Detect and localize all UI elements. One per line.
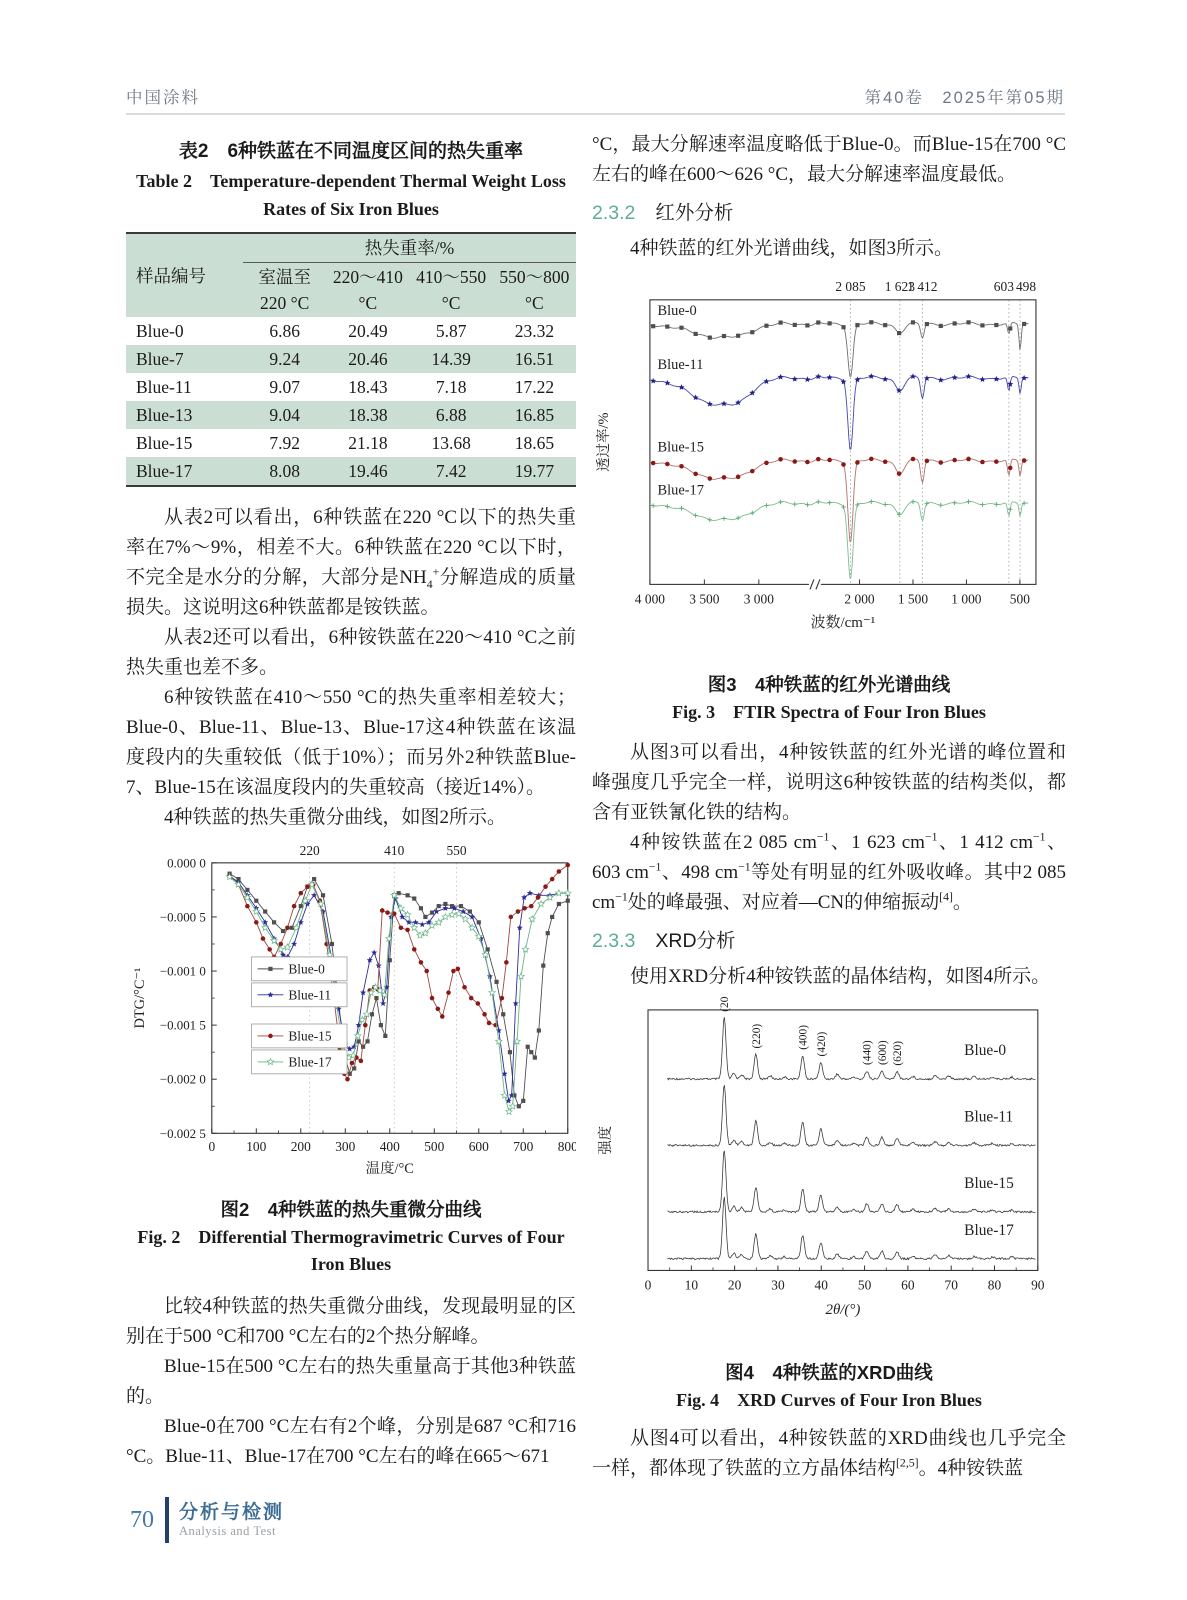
svg-text:500: 500 [424,1139,445,1155]
journal-name: 中国涂料 [126,89,200,107]
svg-text:Blue-0: Blue-0 [964,1042,1007,1060]
section-number: 2.3.2 [592,202,636,224]
paragraph: Blue-0在700 °C左右有2个峰，分别是687 °C和716 °C。Blue-11、Blue-17在700 °C左右的峰在665～671 [126,1416,576,1467]
table2-title-en: Table 2 Temperature-dependent Thermal Weight Loss Rates of Six Iron Blues [136,171,566,219]
section-title: 红外分析 [655,202,734,224]
svg-text:Blue-15: Blue-15 [288,1028,332,1044]
page-footer [130,1497,284,1543]
svg-text:10: 10 [684,1277,699,1293]
paragraph: 从表2可以看出，6种铁蓝在220 °C以下的热失重率在7%～9%，相差不大。6种铁蓝在220 °C以下时，不完全是水分的分解，大部分是$NH_4^+$分解造成的质量损失。这说明这6种铁蓝都是铵铁蓝。 [126,507,576,618]
svg-text:498: 498 [1015,278,1037,294]
table-cell: Blue-11 [136,377,192,397]
fig2-chart [126,837,576,1192]
paragraph: 使用XRD分析4种铵铁蓝的晶体结构，如图4所示。 [630,966,1051,987]
fig2-caption-zh: 图2 4种铁蓝的热失重微分曲线 [220,1199,482,1220]
svg-text:(620): (620) [892,1040,905,1066]
svg-text:(220): (220) [750,1023,763,1049]
svg-text:50: 50 [857,1277,872,1293]
svg-text:60: 60 [901,1277,915,1293]
header-rule [126,113,1065,115]
table2-subheader: 410～550 °C [416,267,487,313]
table2-title-zh: 表2 6种铁蓝在不同温度区间的热失重率 [178,141,524,162]
table2-body [126,317,576,486]
table-cell: Blue-0 [136,321,184,341]
svg-text:Blue-15: Blue-15 [657,439,704,456]
table-cell: 8.08 [269,461,300,481]
left-column [126,130,576,1472]
svg-text:温度/°C: 温度/°C [365,1161,414,1178]
svg-text:−0.001 0: −0.001 0 [159,963,206,979]
footer-section-en: Analysis and Test [179,1524,276,1539]
svg-text:40: 40 [814,1277,828,1293]
svg-text:70: 70 [944,1277,958,1293]
svg-text:0: 0 [644,1277,652,1293]
svg-text:0: 0 [208,1139,216,1155]
table-cell: 18.65 [514,433,555,453]
svg-text:Blue-17: Blue-17 [657,482,704,499]
svg-text:1 000: 1 000 [951,591,982,607]
svg-text:(420): (420) [815,1031,828,1057]
fig4-caption-zh: 图4 4种铁蓝的XRD曲线 [725,1362,933,1383]
svg-text:(440): (440) [861,1040,874,1066]
paragraph: 6种铵铁蓝在410～550 °C的热失重率相差较大；Blue-0、Blue-11、Blue-13、Blue-17这4种铁蓝在该温度段内的失重较低（低于10%）；而另外2种铁蓝Blue-7、Blue-15在该温度段内的失重较高（接近14%）。 [126,687,576,798]
table-cell: 19.46 [348,461,388,481]
fig4-chart [592,996,1066,1355]
table-cell: Blue-15 [136,433,193,453]
fig4-caption-en: Fig. 4 XRD Curves of Four Iron Blues [676,1390,982,1410]
fig2-caption-en: Fig. 2 Differential Thermogravimetric Curves of Four Iron Blues [137,1227,565,1274]
svg-text:550: 550 [446,842,467,858]
svg-text:0.000 0: 0.000 0 [167,855,206,871]
svg-text:300: 300 [335,1139,356,1155]
table-cell: 9.07 [269,377,300,397]
svg-text:强度: 强度 [598,1125,615,1155]
svg-text:500: 500 [1009,591,1030,607]
table-cell: 13.68 [431,433,471,453]
svg-text:2θ/(°): 2θ/(°) [825,1302,861,1319]
svg-text:30: 30 [771,1277,785,1293]
right-column [592,130,1066,1484]
svg-text:2 085: 2 085 [835,278,866,294]
section-heading-2-3-2 [592,198,1066,228]
table-cell: 6.86 [269,321,300,341]
table-cell: 23.32 [514,321,555,341]
table-cell: 17.22 [514,377,555,397]
page-number: 70 [130,1506,154,1533]
table-cell: 20.46 [348,349,388,369]
paragraph: °C，最大分解速率温度略低于Blue-0。而Blue-15在700 °C左右的峰在600～626 °C，最大分解速率温度最低。 [592,134,1066,185]
svg-text:410: 410 [384,842,405,858]
svg-text:(400): (400) [797,1024,810,1050]
svg-text:Blue-0: Blue-0 [288,961,325,977]
table-cell: 21.18 [348,433,388,453]
svg-text:−0.000 5: −0.000 5 [159,909,206,925]
svg-text:Blue-0: Blue-0 [657,303,697,320]
svg-text:2 000: 2 000 [844,591,875,607]
paragraph: 从图3可以看出，4种铵铁蓝的红外光谱的峰位置和峰强度几乎完全一样，说明这6种铵铁蓝的结构类似，都含有亚铁氰化铁的结构。 [592,742,1066,823]
table-cell: 7.18 [435,377,467,397]
section-number: 2.3.3 [592,930,636,952]
fig3-caption-en: Fig. 3 FTIR Spectra of Four Iron Blues [672,702,986,722]
table-cell: 16.85 [514,405,555,425]
table-cell: 20.49 [348,321,388,341]
paragraph: 从图4可以看出，4种铵铁蓝的XRD曲线也几乎完全一样，都体现了铁蓝的立方晶体结构[2,5]。4种铵铁蓝 [592,1428,1066,1479]
paragraph: 比较4种铁蓝的热失重微分曲线，发现最明显的区别在于500 °C和700 °C左右的2个热分解峰。 [126,1296,576,1347]
volume-issue: 第40卷 2025年第05期 [864,89,1065,107]
svg-text:DTG/°C⁻¹: DTG/°C⁻¹ [132,967,149,1029]
svg-text:Blue-17: Blue-17 [288,1054,332,1070]
paragraph: Blue-15在500 °C左右的热失重量高于其他3种铁蓝的。 [126,1356,576,1407]
svg-text:1 623: 1 623 [884,278,915,294]
table-row [126,401,576,429]
table2-subheader: 室温至 220 °C [258,267,311,313]
svg-text:Blue-11: Blue-11 [288,987,332,1003]
svg-text:100: 100 [246,1139,267,1155]
table-cell: Blue-7 [136,349,184,369]
table-row [126,345,576,373]
table-cell: 9.24 [269,349,300,369]
svg-text:90: 90 [1031,1277,1045,1293]
paragraph: 4种铵铁蓝在2 085 $cm^{-1}$、1 623 $cm^{-1}$、1 412 $cm^{-1}$、603 $cm^{-1}$、498 $cm^{-1}$等处有明显的红外吸收峰。其中2 085 $cm^{-1}$处的峰最强、对应着—CN的伸缩振动[4]。 [592,830,1067,913]
table2-subheader: 550～800 °C [499,267,570,313]
table-cell: 18.43 [348,377,388,397]
svg-text:(200): (200) [719,996,732,1012]
table-cell: 6.88 [435,405,467,425]
svg-text:4 000: 4 000 [634,591,666,607]
footer-bar [165,1497,169,1543]
table-cell: 7.92 [269,433,300,453]
table-cell: 16.51 [514,349,555,369]
footer-section-zh: 分析与检测 [179,1501,285,1523]
table-row [126,317,576,345]
svg-text:(600): (600) [876,1040,889,1066]
paragraph: 4种铁蓝的红外光谱曲线，如图3所示。 [630,238,954,259]
svg-text:603: 603 [993,278,1014,294]
table-row [126,373,576,401]
svg-text:−0.002 0: −0.002 0 [159,1071,206,1087]
table-cell: Blue-17 [136,461,193,481]
section-title: XRD分析 [655,930,736,952]
table-cell: 9.04 [269,405,300,425]
svg-text:1 500: 1 500 [897,591,929,607]
table2-subheader: 220～410 °C [332,267,403,313]
table-cell: 14.39 [431,349,471,369]
svg-text:200: 200 [290,1139,311,1155]
page-header [126,84,1065,108]
table-cell: 19.77 [514,461,555,481]
svg-text:3 500: 3 500 [689,591,720,607]
paragraph: 4种铁蓝的热失重微分曲线，如图2所示。 [164,807,507,828]
paragraph: 从表2还可以看出，6种铵铁蓝在220～410 °C之前热失重也差不多。 [126,627,576,678]
svg-text:−0.002 5: −0.002 5 [159,1125,206,1141]
table2-col-group: 热失重率/% [243,233,576,263]
fig3-caption-zh: 图3 4种铁蓝的红外光谱曲线 [707,674,951,695]
svg-text:220: 220 [299,842,320,858]
table-cell: 18.38 [348,405,388,425]
svg-text:波数/cm⁻¹: 波数/cm⁻¹ [810,615,876,632]
svg-text:Blue-11: Blue-11 [657,357,704,374]
table-cell: Blue-13 [136,405,193,425]
fig3-chart [592,268,1066,667]
svg-text:600: 600 [468,1139,489,1155]
svg-text:3 000: 3 000 [743,591,774,607]
thermal-loss-table [126,232,576,487]
table-row [126,457,576,486]
table-cell: 5.87 [435,321,467,341]
svg-text:80: 80 [987,1277,1002,1293]
svg-text:Blue-17: Blue-17 [964,1221,1014,1239]
svg-text:400: 400 [379,1139,400,1155]
svg-text:20: 20 [727,1277,742,1293]
svg-text:1 412: 1 412 [907,278,938,294]
svg-text:Blue-15: Blue-15 [964,1174,1014,1192]
table-row [126,429,576,457]
section-heading-2-3-3 [592,926,1066,956]
svg-text:Blue-11: Blue-11 [964,1108,1014,1126]
svg-text:800: 800 [557,1139,576,1155]
table-cell: 7.42 [435,461,467,481]
table2-col-sample: 样品编号 [136,265,206,286]
svg-text:透过率/%: 透过率/% [596,412,613,472]
svg-text:−0.001 5: −0.001 5 [159,1017,206,1033]
svg-text:700: 700 [513,1139,534,1155]
